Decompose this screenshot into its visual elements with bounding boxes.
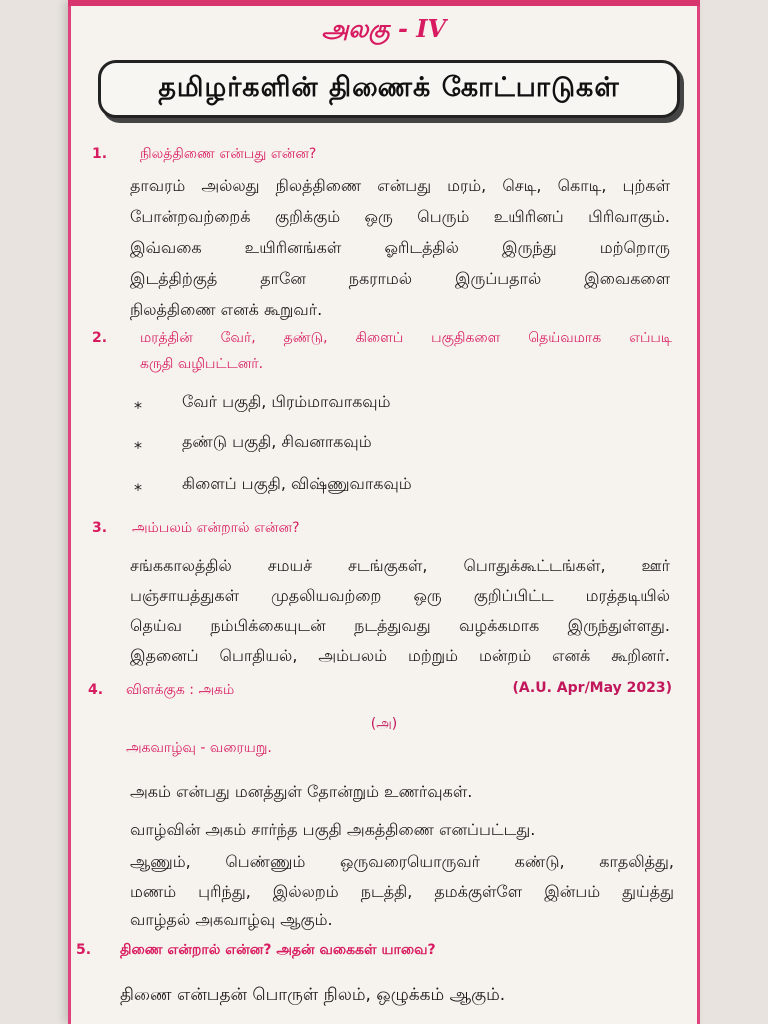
answer-4-line-5: வாழ்தல் அகவாழ்வு ஆகும்.: [130, 910, 333, 929]
chapter-title: தமிழர்களின் திணைக் கோட்பாடுகள்: [158, 71, 620, 103]
answer-1-line-3: இவ்வகை உயிரினங்கள் ஓரிடத்தில் இருந்து மற்றொரு: [130, 238, 670, 257]
answer-1-line-2: போன்றவற்றைக் குறிக்கும் ஒரு பெரும் உயிரினப் பிரிவாகும்.: [130, 207, 670, 226]
list-item: கிளைப் பகுதி, விஷ்ணுவாகவும்: [182, 474, 412, 493]
page-top-strip: [68, 0, 700, 6]
answer-1-line-1: தாவரம் அல்லது நிலத்திணை என்பது மரம், செடி, கொடி, புற்கள்: [130, 176, 670, 195]
bullet-1: *: [134, 398, 142, 417]
bullet-3: *: [134, 480, 142, 499]
answer-3-line-4: இதனைப் பொதியல், அம்பலம் மற்றும் மன்றம் எனக் கூறினர்.: [130, 646, 670, 665]
question-number-5: 5.: [76, 942, 92, 958]
alternative-label: (அ): [370, 716, 398, 732]
unit-title: அலகு - IV: [321, 14, 447, 43]
answer-4-line-1: அகம் என்பது மனத்துள் தோன்றும் உணர்வுகள்.: [130, 782, 473, 801]
subheading: அகவாழ்வு - வரையறு.: [126, 740, 272, 756]
answer-3-line-3: தெய்வ நம்பிக்கையுடன் நடத்துவது வழக்கமாக இருந்துள்ளது.: [130, 616, 670, 635]
list-item: தண்டு பகுதி, சிவனாகவும்: [182, 432, 372, 451]
answer-4-line-4: மணம் புரிந்து, இல்லறம் நடத்தி, தமக்குள்ளே இன்பம் துய்த்து: [130, 882, 674, 901]
exam-reference: (A.U. Apr/May 2023): [512, 680, 672, 696]
question-number-2: 2.: [92, 330, 108, 346]
question-number-3: 3.: [92, 520, 108, 536]
answer-3-line-2: பஞ்சாயத்துகள் முதலியவற்றை ஒரு குறிப்பிட்ட மரத்தடியில்: [130, 586, 670, 605]
answer-1-line-4: இடத்திற்குத் தானே நகராமல் இருப்பதால் இவைகளை: [130, 269, 670, 288]
answer-4-line-2: வாழ்வின் அகம் சார்ந்த பகுதி அகத்திணை எனப்பட்டது.: [130, 820, 536, 839]
bullet-2: *: [134, 438, 142, 457]
question-5: திணை என்றால் என்ன? அதன் வகைகள் யாவை?: [120, 942, 436, 958]
question-number-4: 4.: [88, 682, 104, 698]
answer-5-line-1: திணை என்பதன் பொருள் நிலம், ஒழுக்கம் ஆகும்.: [120, 985, 506, 1005]
question-1: நிலத்திணை என்பது என்ன?: [140, 146, 317, 162]
question-3: அம்பலம் என்றால் என்ன?: [132, 520, 300, 536]
answer-4-line-3: ஆணும், பெண்ணும் ஒருவரையொருவர் கண்டு, காதலித்து,: [130, 852, 674, 871]
question-4: விளக்குக : அகம்: [126, 682, 235, 698]
list-item: வேர் பகுதி, பிரம்மாவாகவும்: [182, 392, 391, 411]
question-number-1: 1.: [92, 146, 108, 162]
chapter-title-banner: [98, 60, 680, 118]
answer-3-line-1: சங்ககாலத்தில் சமயச் சடங்குகள், பொதுக்கூட்டங்கள், ஊர்: [130, 556, 670, 575]
question-2-line-1: மரத்தின் வேர், தண்டு, கிளைப் பகுதிகளை தெய்வமாக எப்படி: [140, 330, 672, 346]
question-2-line-2: கருதி வழிபட்டனர்.: [140, 356, 264, 372]
answer-1-line-5: நிலத்திணை எனக் கூறுவர்.: [130, 300, 323, 319]
